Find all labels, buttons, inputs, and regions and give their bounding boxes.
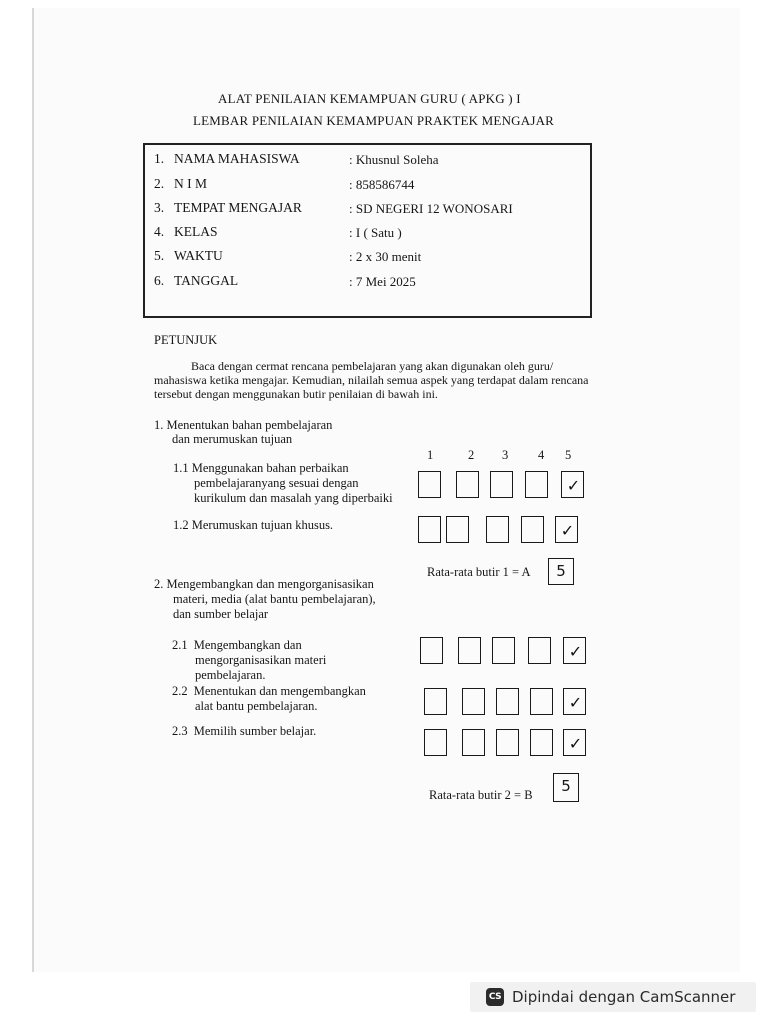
rating-box-4[interactable] <box>521 516 544 543</box>
identity-row-value: : 858586744 <box>349 177 415 192</box>
check-mark-icon: ✓ <box>560 521 575 540</box>
item-line: Menentukan dan mengembangkan <box>193 684 366 698</box>
item-line: kurikulum dan masalah yang diperbaiki <box>194 491 393 505</box>
rating-box-1[interactable] <box>420 637 443 664</box>
identity-row-value: : 7 Mei 2025 <box>349 274 416 289</box>
rating-box-5[interactable] <box>561 471 584 498</box>
item-line: Merumuskan tujuan khusus. <box>191 518 334 532</box>
identity-row-value: : 2 x 30 menit <box>349 249 422 264</box>
form-title: ALAT PENILAIAN KEMAMPUAN GURU ( APKG ) I <box>218 91 521 106</box>
rating-box-1[interactable] <box>424 729 447 756</box>
item-2-1-text <box>172 638 326 683</box>
identity-row-label: KELAS <box>174 224 218 239</box>
item-2-3-text <box>172 724 316 739</box>
identity-row <box>154 176 207 191</box>
average-2-label: Rata-rata butir 2 = B <box>429 788 533 802</box>
camscanner-logo-icon: CS <box>486 988 504 1006</box>
identity-row <box>154 248 223 263</box>
rating-box-4[interactable] <box>530 688 553 715</box>
identity-row <box>154 224 218 239</box>
rating-box-3[interactable] <box>492 637 515 664</box>
rating-box-2[interactable] <box>456 471 479 498</box>
rating-box-4[interactable] <box>525 471 548 498</box>
identity-row-label: TEMPAT MENGAJAR <box>174 200 302 215</box>
form-subtitle: LEMBAR PENILAIAN KEMAMPUAN PRAKTEK MENGAJAR <box>193 113 555 128</box>
rating-box-2[interactable] <box>458 637 481 664</box>
rating-box-4[interactable] <box>530 729 553 756</box>
item-number: 2.3 <box>172 724 188 738</box>
identity-row-value: : I ( Satu ) <box>349 225 402 240</box>
item-line: alat bantu pembelajaran. <box>195 699 318 713</box>
item-1-2-text <box>173 518 333 533</box>
average-1-label: Rata-rata butir 1 = A <box>427 565 531 579</box>
instructions-heading: PETUNJUK <box>154 333 218 347</box>
item-line: pembelajaranyang sesuai dengan <box>194 476 359 490</box>
item-line: mengorganisasikan materi <box>195 653 327 667</box>
item-line: Mengembangkan dan <box>193 638 302 652</box>
identity-row <box>154 151 300 166</box>
rating-box-2[interactable] <box>462 688 485 715</box>
item-number: 2.1 <box>172 638 188 652</box>
rating-box-5[interactable] <box>555 516 578 543</box>
scale-label-4: 4 <box>538 448 545 462</box>
scale-label-3: 3 <box>502 448 509 462</box>
rating-box-5[interactable] <box>563 688 586 715</box>
check-mark-icon: ✓ <box>568 693 583 712</box>
item-number: 1.2 <box>173 518 189 532</box>
identity-row-label: WAKTU <box>174 248 223 263</box>
camscanner-text: Dipindai dengan CamScanner <box>512 988 736 1006</box>
identity-row-label: NAMA MAHASISWA <box>174 151 300 166</box>
identity-row-number: 2. <box>154 176 165 191</box>
average-1-score: 5 <box>548 558 574 585</box>
rating-box-3[interactable] <box>490 471 513 498</box>
item-line: pembelajaran. <box>195 668 266 682</box>
identity-row <box>154 273 238 288</box>
scale-label-2: 2 <box>468 448 475 462</box>
section-2-title <box>154 577 376 622</box>
identity-row-label: TANGGAL <box>174 273 239 288</box>
rating-box-5[interactable] <box>563 637 586 664</box>
identity-row-label: N I M <box>174 176 207 191</box>
instructions-text: Baca dengan cermat rencana pembelajaran yang akan digunakan oleh guru/ mahasiswa ketika mengajar. Kemudian, nilailah semua aspek yang terdapat dalam rencana tersebut dengan menggunakan butir penilaian di bawah ini. <box>154 359 589 401</box>
identity-row-value: : SD NEGERI 12 WONOSARI <box>349 201 513 216</box>
rating-box-3[interactable] <box>486 516 509 543</box>
rating-box-1[interactable] <box>424 688 447 715</box>
identity-row-number: 6. <box>154 273 165 288</box>
section-1-title-cont: dan merumuskan tujuan <box>172 432 293 446</box>
rating-box-3[interactable] <box>496 688 519 715</box>
section-1-title: 1. Menentukan bahan pembelajaran <box>154 418 333 432</box>
identity-row <box>154 200 302 215</box>
rating-box-1[interactable] <box>418 471 441 498</box>
camscanner-watermark <box>470 982 756 1012</box>
scale-label-1: 1 <box>427 448 434 462</box>
check-mark-icon: ✓ <box>568 734 583 753</box>
item-2-2-text <box>172 684 366 714</box>
identity-row-number: 1. <box>154 151 165 166</box>
item-line: Memilih sumber belajar. <box>193 724 317 738</box>
check-mark-icon: ✓ <box>568 642 583 661</box>
item-1-1-text <box>173 461 393 506</box>
rating-box-3[interactable] <box>496 729 519 756</box>
section-2-line: materi, media (alat bantu pembelajaran), <box>173 592 376 606</box>
identity-row-value: : Khusnul Soleha <box>349 152 439 167</box>
section-2-line: dan sumber belajar <box>173 607 269 621</box>
section-2-line: 2. Mengembangkan dan mengorganisasikan <box>154 577 374 591</box>
identity-row-number: 5. <box>154 248 165 263</box>
rating-box-1[interactable] <box>418 516 441 543</box>
item-line: Menggunakan bahan perbaikan <box>191 461 349 475</box>
scale-label-5: 5 <box>565 448 572 462</box>
item-number: 1.1 <box>173 461 189 475</box>
rating-box-2[interactable] <box>462 729 485 756</box>
average-2-score: 5 <box>553 773 579 802</box>
check-mark-icon: ✓ <box>566 476 581 495</box>
item-number: 2.2 <box>172 684 188 698</box>
rating-box-2[interactable] <box>446 516 469 543</box>
rating-box-4[interactable] <box>528 637 551 664</box>
rating-box-5[interactable] <box>563 729 586 756</box>
identity-row-number: 4. <box>154 224 165 239</box>
identity-row-number: 3. <box>154 200 165 215</box>
